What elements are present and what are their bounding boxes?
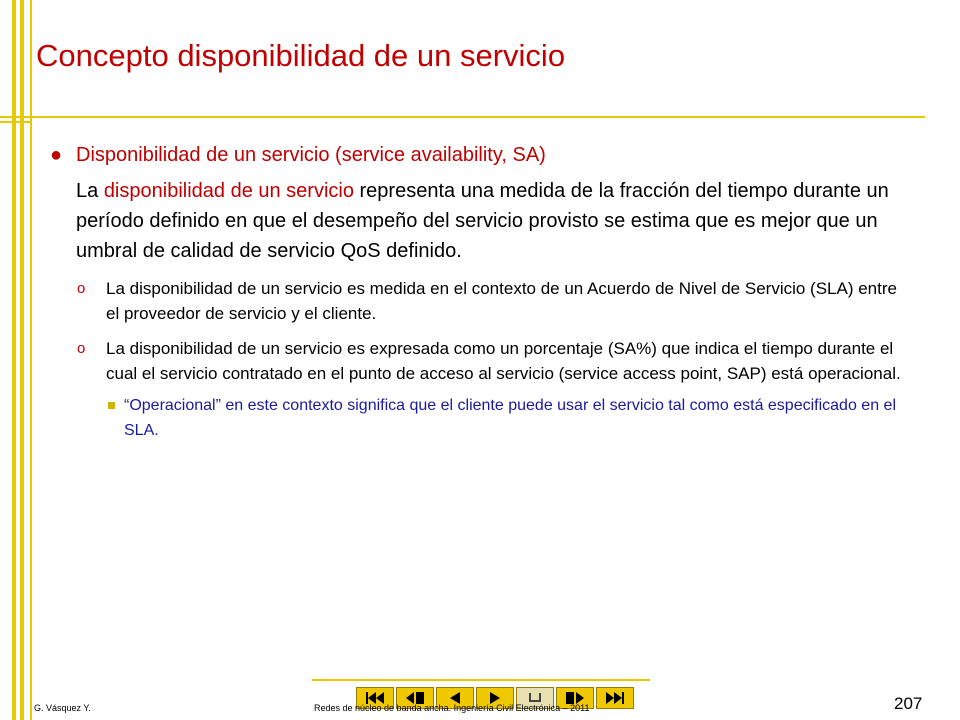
page-number: 207: [894, 694, 923, 713]
last-icon: [604, 691, 626, 705]
footer-course: Redes de núcleo de banda ancha. Ingeniería Civil Electrónica – 2011: [314, 703, 590, 713]
bullet-dot-icon: ●: [50, 144, 63, 166]
paragraph-highlight: disponibilidad de un servicio: [103, 180, 354, 202]
footer-rule: [312, 679, 650, 681]
left-vertical-rule-3: [30, 0, 32, 720]
paragraph-pre: La: [76, 180, 104, 202]
left-vertical-rule-2: [20, 0, 24, 720]
sub-bullet-1: [46, 276, 906, 326]
slide-content: [46, 140, 906, 443]
sub-bullet-text: La disponibilidad de un servicio es medida en el contexto de un Acuerdo de Nivel de Servicio (SLA) entre el proveedor de servicio y el cliente.: [106, 279, 897, 323]
sub-bullet-2: [46, 336, 906, 386]
sub-sub-bullet-text: “Operacional” en este contexto significa que el cliente puede usar el servicio tal como está especificado en el SLA.: [124, 397, 896, 439]
square-bullet-icon: [108, 402, 115, 409]
main-bullet: [46, 140, 906, 170]
main-bullet-text: Disponibilidad de un servicio (service availability, SA): [76, 144, 546, 166]
footer-author: G. Vásquez Y.: [34, 703, 91, 713]
sub-sub-bullet: [46, 393, 906, 443]
slide-title: Concepto disponibilidad de un servicio: [36, 38, 566, 73]
paragraph-post: representa una medida de la fracción del tiempo durante un período definido en que el desempeño del servicio provisto se estima que es mejor que un umbral de calidad de servicio QoS definido.: [76, 180, 889, 262]
last-slide-button[interactable]: [596, 687, 634, 709]
title-horizontal-rule: [0, 116, 925, 118]
left-vertical-rule-1: [12, 0, 16, 720]
definition-paragraph: [46, 176, 906, 266]
circle-bullet-icon: o: [77, 280, 86, 297]
sub-bullet-text: La disponibilidad de un servicio es expresada como un porcentaje (SA%) que indica el tiempo durante el cual el servicio contratado en el punto de acceso al servicio (service access point, SAP) está operacional.: [106, 339, 901, 383]
circle-bullet-icon: o: [77, 340, 86, 357]
title-horizontal-rule-short: [0, 121, 30, 123]
